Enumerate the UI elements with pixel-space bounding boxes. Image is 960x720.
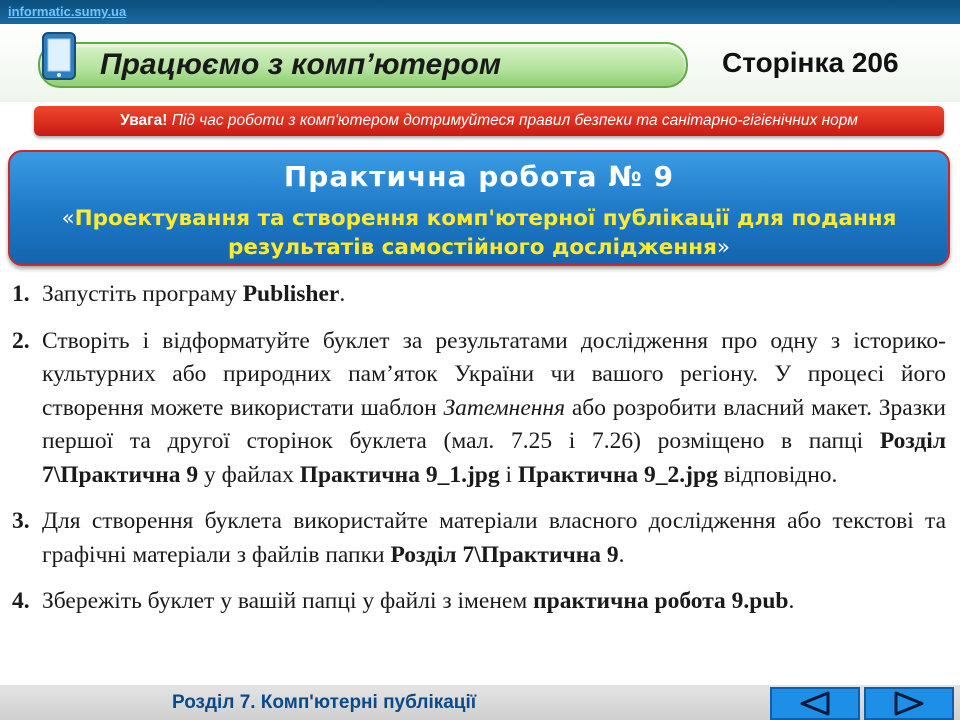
step-item [12, 505, 946, 572]
safety-warning-bar [34, 106, 944, 136]
step-item [12, 585, 946, 619]
step-text: Для створення буклета використайте матеріали власного дослідження або текстові та графічні матеріали з файлів папки [42, 508, 946, 568]
site-link[interactable]: informatic.sumy.ua [8, 4, 127, 19]
step-bold: Практична 9_1.jpg [299, 461, 500, 488]
step-bold: Практична 9_2.jpg [517, 461, 718, 488]
step-text: . [339, 281, 346, 307]
step-bold: Розділ 7\Практична 9 [42, 428, 946, 488]
step-text: . [788, 588, 795, 614]
triangle-left-icon [772, 689, 858, 718]
step-text: і [499, 461, 518, 488]
warning-text: Під час роботи з комп'ютером дотримуйтеся правил безпеки та санітарно-гігієнічних норм [171, 112, 858, 129]
next-button[interactable] [864, 687, 954, 720]
step-italic: Затемнення [443, 394, 565, 421]
step-bold: Publisher [242, 281, 340, 307]
step-text: або розробити власний макет. Зразки першої та другої сторінок буклета (мал. 7.25 і 7.26) розміщено в папці [42, 394, 946, 454]
step-number: 1. [12, 281, 30, 307]
step-text: у файлах [198, 461, 300, 488]
practical-work-box [8, 150, 950, 266]
page-title: Працюємо з комп’ютером [100, 48, 502, 81]
quote-close: » [716, 235, 731, 260]
title-banner [38, 42, 688, 88]
step-item [12, 325, 946, 493]
step-bold: практична робота 9.pub [533, 588, 789, 614]
step-number: 3. [12, 508, 30, 534]
step-text: Створіть і відформатуйте буклет за результатами дослідження про одну з історико-культурних або природних пам’яток України чи вашого регіону. У процесі його створення можете використати шаблон [42, 327, 946, 421]
step-number: 2. [12, 327, 30, 354]
tablet-icon [40, 30, 78, 82]
steps-list [12, 278, 946, 632]
subtitle-text: Проектування та створення комп'ютерної публікації для подання результатів самостійного дослідження [74, 206, 897, 260]
quote-open: « [61, 206, 75, 231]
practical-work-title: Практична робота № 9 [283, 160, 675, 193]
top-band [0, 0, 960, 24]
step-number: 4. [12, 588, 30, 614]
step-text: відповідно. [717, 461, 838, 488]
page-number: Сторінка 206 [722, 47, 899, 78]
section-label: Розділ 7. Комп'ютерні публікації [172, 692, 477, 713]
step-text: . [618, 541, 625, 568]
triangle-right-icon [866, 689, 952, 718]
prev-button[interactable] [770, 687, 860, 720]
step-item [12, 278, 946, 312]
step-text: Запустіть програму [42, 281, 243, 307]
practical-work-subtitle [18, 204, 940, 262]
warning-label: Увага! [120, 112, 168, 129]
step-text: Збережіть буклет у вашій папці у файлі з іменем [42, 588, 534, 614]
step-bold: Розділ 7\Практична 9 [390, 541, 619, 568]
